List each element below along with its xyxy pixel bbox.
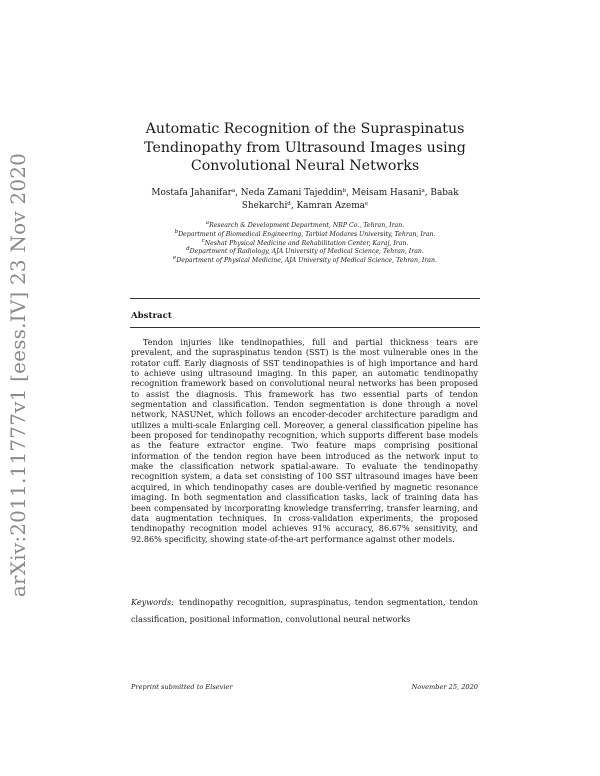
keywords xyxy=(131,594,478,628)
arxiv-stamp-text: arXiv:2011.11777v1 [eess.IV] 23 Nov 2020 xyxy=(6,152,30,598)
affiliation-line: $^c$Neshat Physical Medicine and Rehabilitation Center, Karaj, Iran. xyxy=(201,237,409,247)
author-name: Babak Shekarchi xyxy=(241,188,459,211)
paper-title xyxy=(130,120,480,176)
author-name: Meisam Hasani xyxy=(351,188,422,198)
keywords-label: Keywords: xyxy=(131,597,174,607)
author-mark: a xyxy=(231,188,236,194)
author-name: Mostafa Jahanifar xyxy=(151,188,232,198)
author-mark: e xyxy=(364,201,369,207)
footer-date: November 25, 2020 xyxy=(411,683,478,691)
title-line: Tendinopathy from Ultrasound Images using xyxy=(144,139,466,156)
affiliation-line: $^a$Research & Development Department, NRP Co., Tehran, Iran. xyxy=(205,220,405,229)
affiliation-line: $^e$Department of Physical Medicine, AJA University of Medical Science, Tehran, Iran. xyxy=(173,255,437,265)
author-mark: b xyxy=(342,188,347,194)
author-mark: d xyxy=(287,201,291,207)
arxiv-stamp xyxy=(3,152,33,598)
affiliation-line: $^b$Department of Biomedical Engineering, Tarbiat Modares University, Tehran, Iran. xyxy=(174,228,436,238)
title-line: Automatic Recognition of the Supraspinatus xyxy=(145,121,465,137)
abstract-heading-rule xyxy=(130,327,480,328)
keywords-text: tendinopathy recognition, supraspinatus, tendon segmentation, tendon classification, positional information, convolutional neural networks xyxy=(131,597,478,624)
title-line: Convolutional Neural Networks xyxy=(190,158,420,174)
author-name: Neda Zamani Tajeddin xyxy=(240,188,343,198)
abstract-body: Tendon injuries like tendinopathies, full and partial thickness tears are prevalent, and the supraspinatus tendon (SST) is the most vulnerable ones in the rotator cuff. Early diagnosis of SST tendinopathies is of high importance and hard to achieve using ultrasound imaging. In this paper, an automatic tendinopathy recognition framework based on convolutional neural networks has been proposed to assist the diagnosis. This framework has two essential parts of tendon segmentation and classification. Tendon segmentation is done through a novel network, NASUNet, which follows an encoder-decoder architecture paradigm and utilizes a multi-scale Enlarging cell. Moreover, a general classification pipeline has been proposed for tendinopathy recognition, which supports different base models as the feature extractor engine. Two feature maps comprising positional information of the tendon region have been introduced as the network input to make the classification network spatial-aware. To evaluate the tendinopathy recognition system, a data set consisting of 100 SST ultrasound images have been acquired, in which tendinopathy cases are double-verified by magnetic resonance imaging. In both segmentation and classification tasks, lack of training data has been compensated by incorporating knowledge transferring, transfer learning, and data augmentation techniques. In cross-validation experiments, the proposed tendinopathy recognition model achieves 91% accuracy, 86.67% sensitivity, and 92.86% specificity, showing state-of-the-art performance against other models. xyxy=(131,337,478,544)
abstract-heading: Abstract xyxy=(131,311,172,321)
author-mark: a xyxy=(421,188,425,194)
author-name: Kamran Azema xyxy=(296,201,365,211)
abstract-top-rule xyxy=(130,298,480,299)
affiliation-line: $^d$Department of Radiology, AJA University of Medical Science, Tehran, Iran. xyxy=(186,246,424,256)
affiliations xyxy=(130,222,480,266)
page-footer xyxy=(131,683,478,691)
author-list: Mostafa Jahanifar$^a$, Neda Zamani Tajeddin$^b$, Meisam Hasani$^a$, Babak Shekarchi$^d$, Kamran Azema$^e$ xyxy=(151,188,459,211)
footer-preprint: Preprint submitted to Elsevier xyxy=(131,683,233,691)
